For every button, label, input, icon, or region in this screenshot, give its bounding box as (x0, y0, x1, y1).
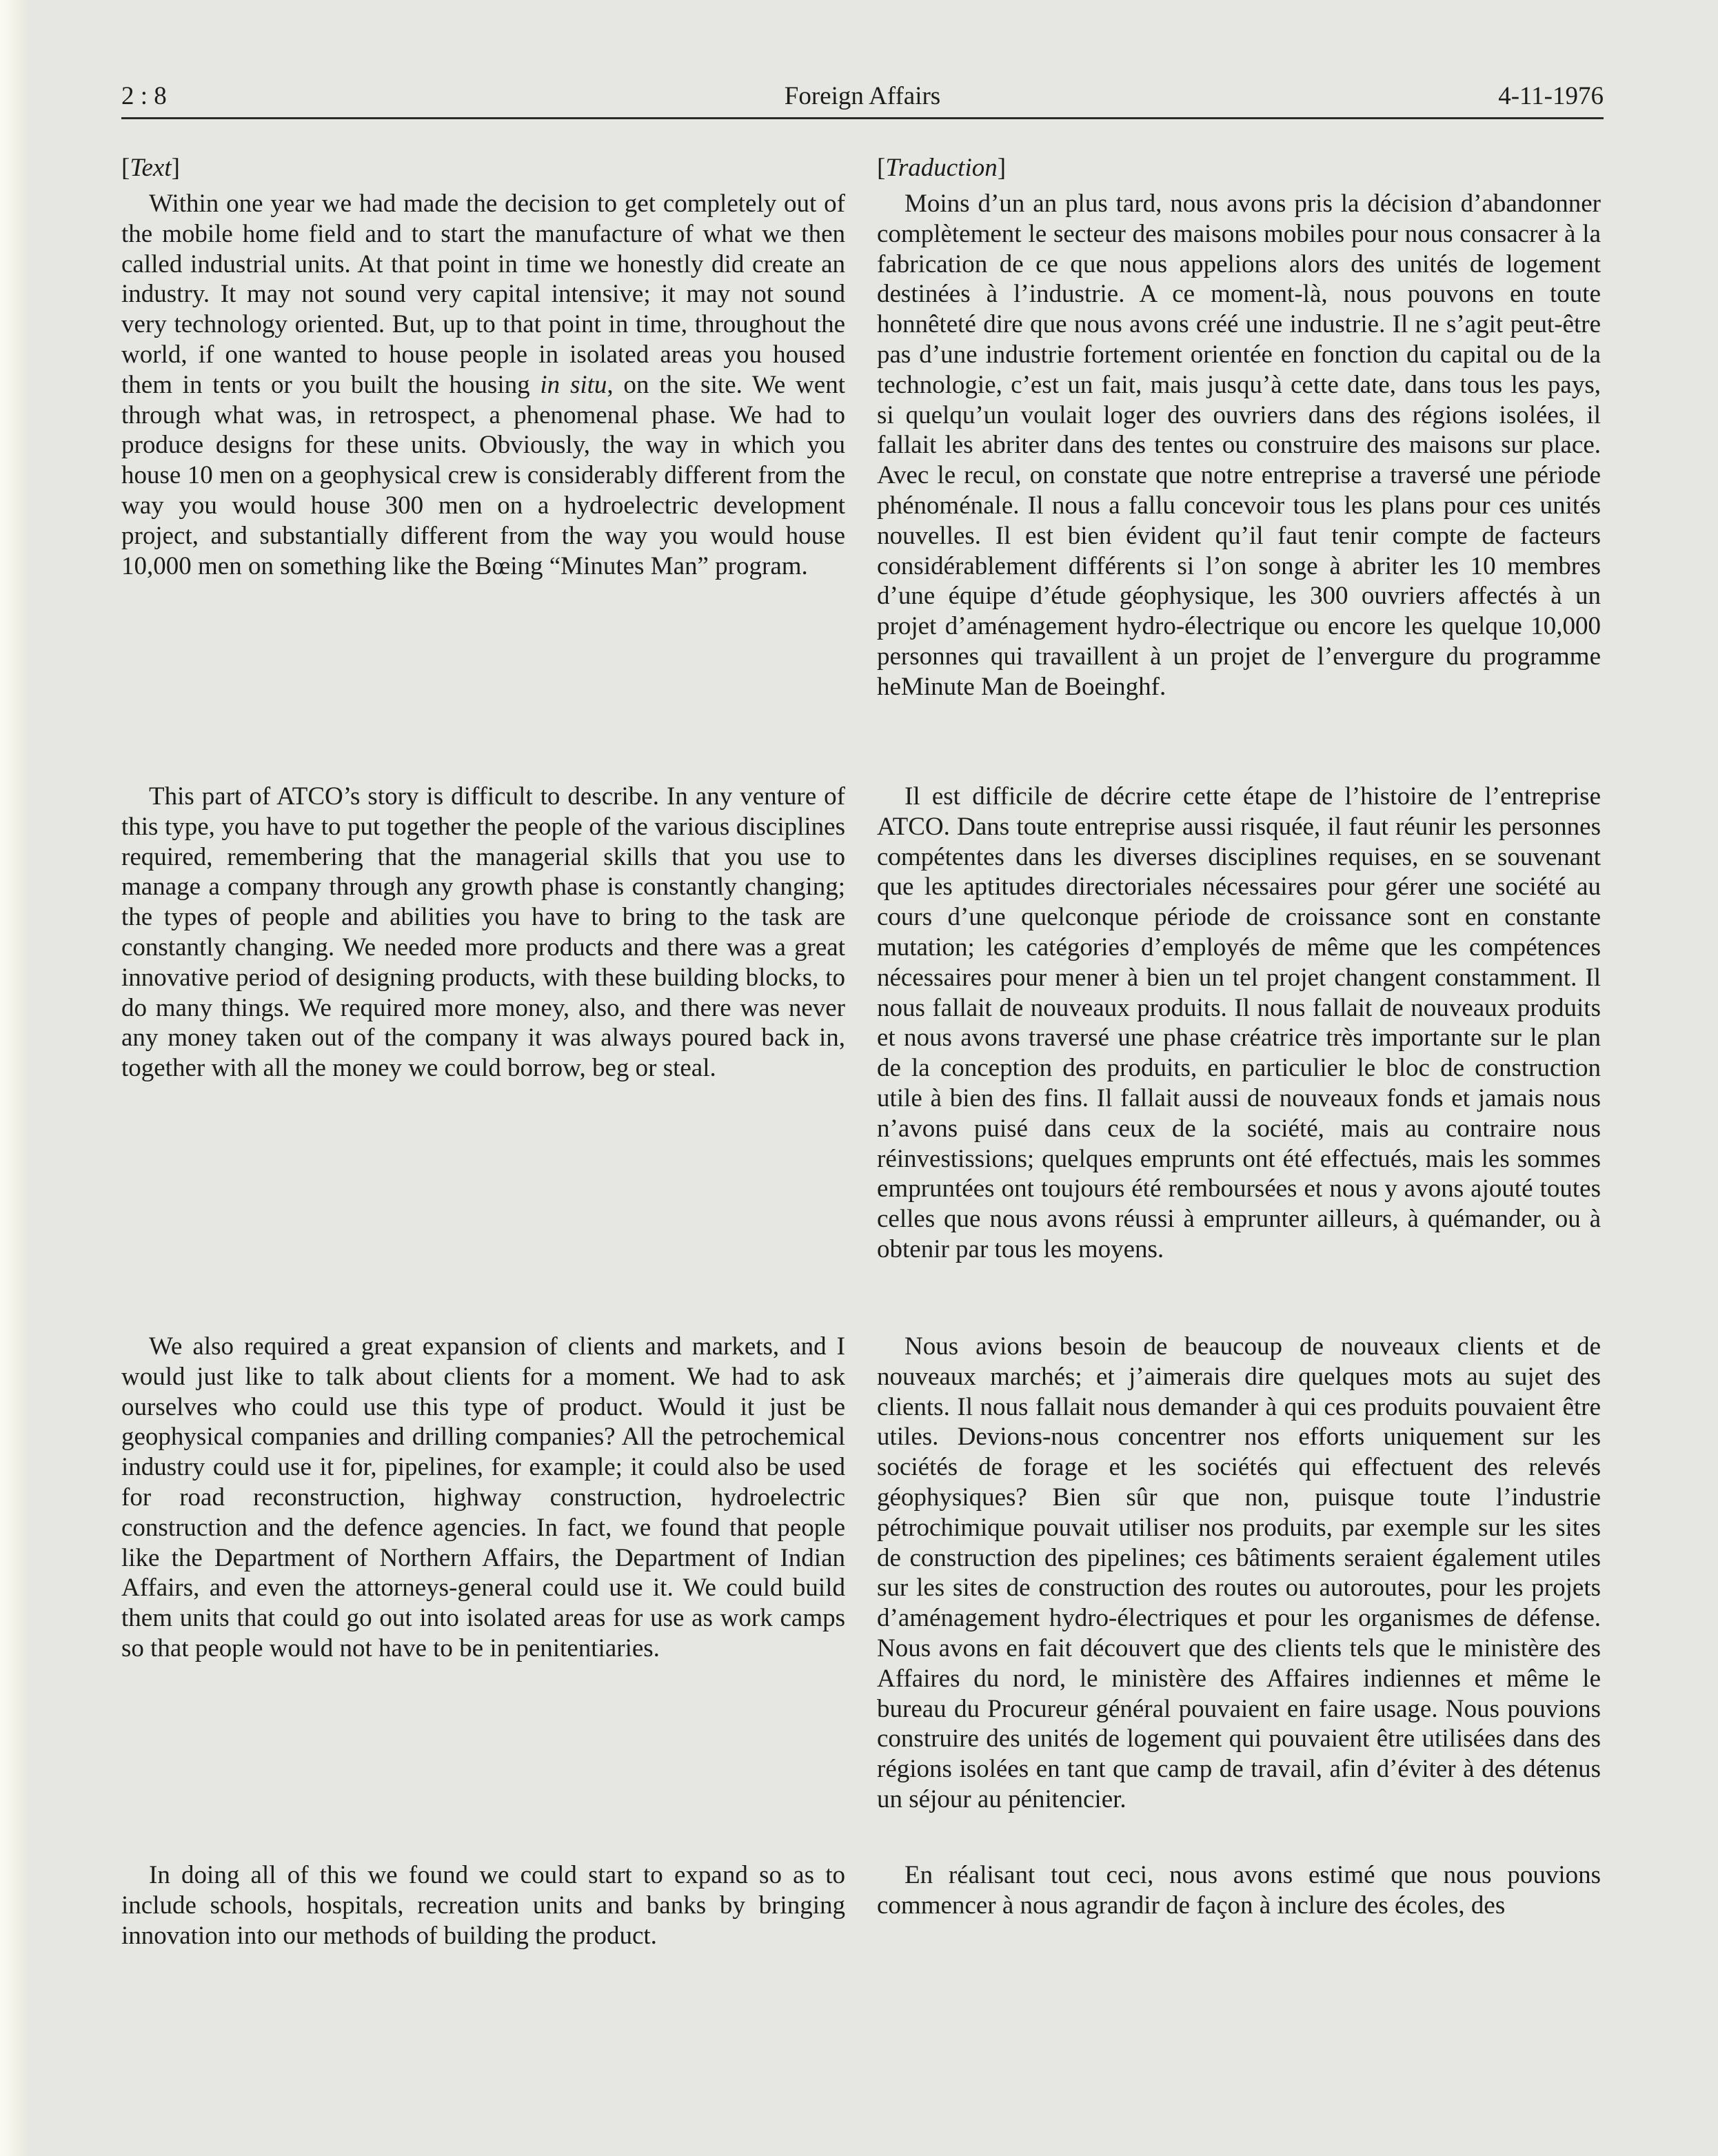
italic-term: in situ (540, 370, 607, 399)
journal-title: Foreign Affairs (784, 82, 941, 110)
french-paragraph-1: Moins d’un an plus tard, nous avons pris la décision d’abandonner complètement le secteur des maisons mobiles pour nous consacrer à la fabrication de ce que nous appelions alors des unités de logement destinées à l’industrie. A ce moment-là, nous pouvons en toute honnêteté dire que nous avons créé une industrie. Il ne s’agit peut-être pas d’une industrie fortement orientée en fonction du capital ou de la technologie, c’est un fait, mais jusqu’à cette date, dans tous les pays, si quelqu’un voulait loger des ouvriers dans des régions isolées, il fallait les abriter dans des tentes ou construire des maisons sur place. Avec le recul, on constate que notre entreprise a traversé une période phénoménale. Il nous a fallu concevoir tous les plans pour ces unités nouvelles. Il est bien évident qu’il faut tenir compte de facteurs considérablement différents si l’on songe à abriter les 10 membres d’une équipe d’étude géophysique, les 300 ouvriers affectés à un projet d’aménagement hydro-électrique ou encore les quelque 10,000 personnes qui travaillent à un projet de l’envergure du programme heMinute Man de Boeinghf. (877, 190, 1601, 701)
running-header (121, 76, 1604, 119)
english-paragraph-3: We also required a great expansion of clients and markets, and I would just like to talk about clients for a moment. We had to ask ourselves who could use this type of product. Would it just be geophysical companies and drilling companies? All the petrochemical industry could use it for, pipelines, for example; it could also be used for road reconstruction, highway construction, hydroelectric construction and the defence agencies. In fact, we found that people like the Department of Northern Affairs, the Department of Indian Affairs, and even the attorneys-general could use it. We could build them units that could go out into isolated areas for use as work camps so that people would not have to be in penitentiaries. (121, 1332, 845, 1662)
page-edge (0, 0, 29, 2156)
english-paragraph-1 (121, 189, 845, 581)
french-paragraph-2: Il est difficile de décrire cette étape de l’histoire de l’entreprise ATCO. Dans toute entreprise aussi risquée, il faut réunir les personnes compétentes dans les diverses disciplines requises, en se souvenant que les aptitudes directoriales nécessaires pour gérer une société au cours d’une quelconque période de croissance sont en constante mutation; les catégories d’employés de même que les compétences nécessaires pour mener à bien un tel projet changent constamment. Il nous fallait de nouveaux produits. Il nous fallait de nouveaux produits et nous avons traversé une phase créatrice très importante sur le plan de la conception des produits, en particulier le bloc de construction utile à bien des fins. Il fallait aussi de nouveaux fonds et jamais nous n’avons puisé dans ceux de la société, mais au contraire nous réinvestissions; quelques emprunts ont été effectués, mais les sommes empruntées ont toujours été remboursées et nous y avons ajouté toutes celles que nous avons réussi à emprunter ailleurs, à quémander, ou à obtenir par tous les moyens. (877, 782, 1601, 1263)
column-label-french: [Traduction] (877, 154, 1007, 182)
english-paragraph-4: In doing all of this we found we could start to expand so as to include schools, hospitals, recreation units and banks by bringing innovation into our methods of building the product. (121, 1861, 845, 1950)
page-number: 2 : 8 (121, 82, 167, 110)
column-label-english: [Text] (121, 154, 180, 182)
header-date: 4-11-1976 (1498, 82, 1604, 110)
french-paragraph-3: Nous avions besoin de beaucoup de nouveaux clients et de nouveaux marchés; et j’aimerais dire quelques mots au sujet des clients. Il nous fallait nous demander à qui ces produits pouvaient être utiles. Devions-nous concentrer nos efforts uniquement sur les sociétés de forage et les sociétés qui effectuent des relevés géophysiques? Bien sûr que non, puisque toute l’industrie pétrochimique pouvait utiliser nos produits, par exemple sur les sites de construction des pipelines; ces bâtiments seraient également utiles sur les sites de construction des routes ou autoroutes, pour les projets d’aménagement hydro-électriques et pour les organismes de défense. Nous avons en fait découvert que des clients tels que le ministère des Affaires du nord, le ministère des Affaires indiennes et même le bureau du Procureur général pouvaient en faire usage. Nous pouvions construire des unités de logement qui pouvaient être utilisées dans des régions isolées en tant que camp de travail, afin d’éviter à des détenus un séjour au pénitencier. (877, 1332, 1601, 1813)
text-segment: , on the site. We went through what was, in retrospect, a phenomenal phase. We had to produce designs for these units. Obviously, the way in which you house 10 men on a geophysical crew is considerably different from the way you would house 300 men on a hydroelectric development project, and substantially different from the way you would house 10,000 men on something like the Bœing “Minutes Man” program. (121, 370, 845, 580)
label-text: Text (130, 154, 172, 182)
french-paragraph-4: En réalisant tout ceci, nous avons estimé que nous pouvions commencer à nous agrandir de façon à inclure des écoles, des (877, 1861, 1601, 1920)
text-segment: Within one year we had made the decision to get completely out of the mobile home field and to start the manufacture of what we then called industrial units. At that point in time we honestly did create an industry. It may not sound very capital intensive; it may not sound very technology oriented. But, up to that point in time, throughout the world, if one wanted to house people in isolated areas you housed them in tents or you built the housing (121, 190, 845, 399)
english-paragraph-2: This part of ATCO’s story is difficult to describe. In any venture of this type, you have to put together the people of the various disciplines required, remembering that the managerial skills that you use to manage a company through any growth phase is constantly changing; the types of people and abilities you have to bring to the task are constantly changing. We needed more products and there was a great innovative period of designing products, with these building blocks, to do many things. We required more money, also, and there was never any money taken out of the company it was always poured back in, together with all the money we could borrow, beg or steal. (121, 782, 845, 1083)
label-text: Traduction (885, 154, 998, 182)
